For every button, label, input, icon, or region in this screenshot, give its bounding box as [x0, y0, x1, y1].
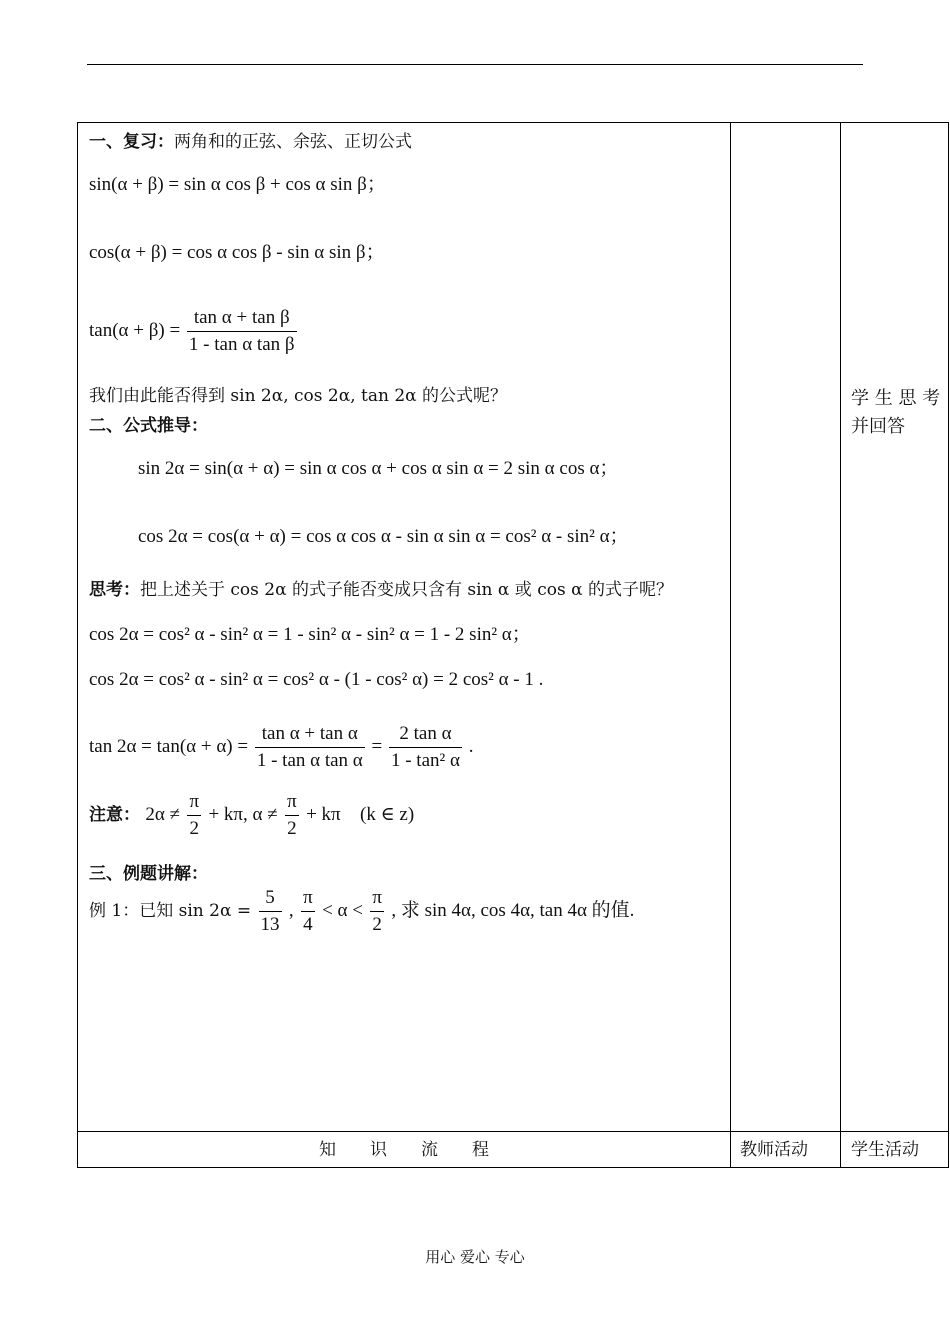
tan-double-left: tan 2α = tan(α + α) = [89, 735, 249, 757]
student-cell [851, 385, 947, 441]
note-line [89, 789, 414, 842]
note-part-d: (k ∈ z) [360, 804, 415, 825]
note-label: 注意： [89, 805, 140, 825]
example-two: 2 [372, 914, 382, 935]
think-line [89, 575, 673, 600]
example-line [89, 885, 634, 938]
example-pi-2: π [370, 885, 384, 912]
knowledge-flow-header: 知 识 流 程 [319, 1140, 489, 1160]
column-divider-2 [840, 123, 841, 1167]
example-part-c: < α < [322, 900, 363, 921]
note-two-1: 2 [189, 818, 199, 839]
cos-sum-formula: cos(α + β) = cos α cos β - sin α sin β； [89, 242, 385, 263]
row-divider [78, 1131, 948, 1132]
example-part-b: , [288, 900, 294, 921]
example-part-a: 例 1：已知 sin 2α = [89, 901, 252, 921]
note-fraction-2 [285, 789, 299, 842]
tan-sum-numerator: tan α + tan β [187, 305, 297, 332]
tan-double-den-2: 1 - tan² α [390, 750, 460, 771]
tan-double-eq: = [371, 735, 383, 757]
review-heading [89, 127, 412, 152]
tan-sum-fraction [187, 305, 297, 358]
example-part-d: , 求 sin 4α, cos 4α, tan 4α 的值. [391, 900, 635, 921]
tan-double-end: . [468, 735, 474, 757]
review-title: 一、复习： [89, 132, 174, 152]
note-part-b: + kπ, α ≠ [208, 804, 278, 825]
question-text: 我们由此能否得到 sin 2α, cos 2α, tan 2α 的公式呢？ [89, 386, 508, 406]
derive-title: 二、公式推导： [89, 416, 208, 436]
example-title: 三、例题讲解： [89, 864, 208, 884]
note-part-a: 2α ≠ [145, 804, 181, 825]
top-rule [87, 64, 863, 65]
cos-double-formula: cos 2α = cos(α + α) = cos α cos α - sin α sin α = cos² α - sin² α； [138, 526, 629, 547]
tan-sum-formula [89, 305, 299, 358]
tan-double-num-1: tan α + tan α [255, 721, 365, 748]
note-fraction-1 [187, 789, 201, 842]
think-text: 把上述关于 cos 2α 的式子能否变成只含有 sin α 或 cos α 的式子呢？ [140, 580, 673, 600]
lesson-table [77, 122, 949, 1168]
tan-sum-denominator: 1 - tan α tan β [188, 334, 295, 355]
student-note-line-2: 并回答 [851, 416, 905, 437]
tan-double-fraction-2 [389, 721, 462, 774]
cos-form1-formula: cos 2α = cos² α - sin² α = 1 - sin² α - sin² α = 1 - 2 sin² α； [89, 624, 531, 645]
example-fraction-2 [301, 885, 315, 938]
example-den: 13 [260, 914, 280, 935]
tan-sum-left: tan(α + β) = [89, 319, 181, 341]
student-activity-header: 学生活动 [851, 1140, 919, 1160]
student-note-line-1: 学 生 思 考 [851, 388, 941, 409]
example-fraction-3 [370, 885, 384, 938]
page-footer: 用心 爱心 专心 [425, 1248, 525, 1266]
sin-sum-formula: sin(α + β) = sin α cos β + cos α sin β； [89, 174, 386, 195]
note-pi-2: π [285, 789, 299, 816]
tan-double-formula [89, 721, 473, 774]
teacher-activity-header: 教师活动 [740, 1140, 808, 1160]
column-divider-1 [730, 123, 731, 1167]
tan-double-den-1: 1 - tan α tan α [256, 750, 363, 771]
example-fraction-1 [259, 885, 282, 938]
note-pi-1: π [187, 789, 201, 816]
note-part-c: + kπ [306, 804, 341, 825]
sin-double-formula: sin 2α = sin(α + α) = sin α cos α + cos α sin α = 2 sin α cos α； [138, 458, 619, 479]
think-label: 思考： [89, 580, 140, 600]
example-pi-1: π [301, 885, 315, 912]
example-num: 5 [259, 885, 282, 912]
cos-form2-formula: cos 2α = cos² α - sin² α = cos² α - (1 - cos² α) = 2 cos² α - 1 . [89, 669, 544, 690]
note-two-2: 2 [287, 818, 297, 839]
tan-double-fraction-1 [255, 721, 365, 774]
review-text: 两角和的正弦、余弦、正切公式 [174, 132, 412, 152]
tan-double-num-2: 2 tan α [389, 721, 462, 748]
example-four: 4 [303, 914, 313, 935]
